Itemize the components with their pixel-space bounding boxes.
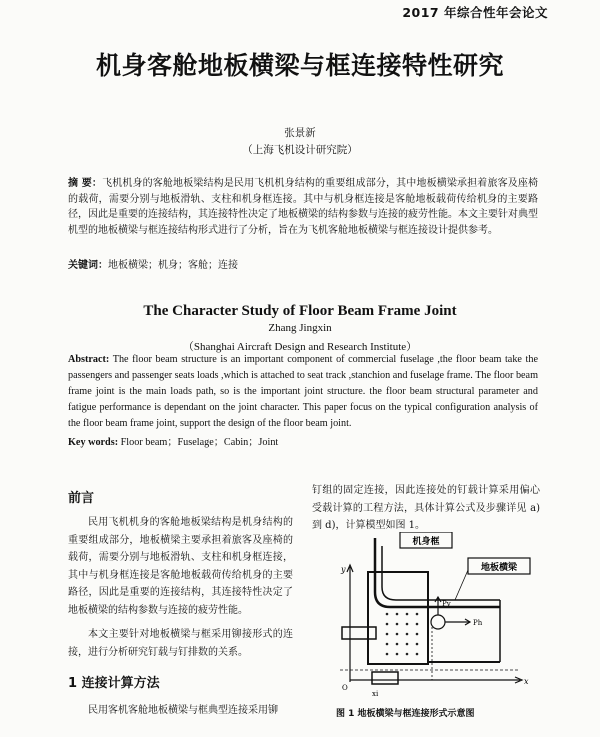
origin-label: O [342, 684, 348, 692]
load-point [431, 615, 445, 629]
author-en: Zhang Jingxin [268, 322, 332, 334]
force-h-label: Ph [473, 619, 483, 627]
abstract-en [68, 352, 538, 432]
bottom-fitting [372, 672, 398, 684]
keywords-en-text: Floor beam；Fuselage；Cabin；Joint [120, 437, 279, 448]
paper-title-en: The Character Study of Floor Beam Frame Joint [143, 303, 457, 319]
author-cn: 张景新 [284, 127, 316, 139]
keywords-cn-text: 地板横梁；机身；客舱；连接 [108, 260, 238, 271]
section-1-heading: 1 连接计算方法 [68, 676, 160, 691]
rivet-pattern [386, 613, 419, 656]
figure-1-caption: 图 1 地板横梁与框连接形式示意图 [336, 709, 475, 719]
joint-plate-left [342, 627, 376, 639]
keywords-en-label: Key words: [68, 437, 119, 448]
axis-x-label: x [524, 677, 529, 686]
abstract-en-label: Abstract: [68, 354, 110, 365]
beam-label-leader [455, 570, 468, 600]
abstract-cn-text: 飞机机身的客舱地板梁结构是民用飞机机身结构的重要组成部分，其中地板横梁承担着旅客及座椅的载荷，需要分别与地板滑轨、支柱和机身框连接。其中与机身框连接是客舱地板载荷传给机身的主要路径，因此是重要的连接结构，其连接特性决定了地板横梁的结构参数与连接的疲劳性能。本文主要针对典型机型的地板横梁与框连接结构形式进行了分析，旨在为飞机客舱地板横梁与框连接设计提供参考。 [68, 178, 539, 236]
keywords-cn-label: 关键词： [68, 260, 108, 271]
beam-label: 地板横梁 [480, 563, 518, 573]
institute-cn: （上海飞机设计研究院） [242, 144, 358, 156]
beam-web-outline [368, 572, 428, 664]
preface-paragraph-1: 民用飞机机身的客舱地板梁结构是机身结构的重要组成部分，地板横梁主要承担着旅客及座椅的载荷，需要分别与地板滑轨、支柱和机身框连接，其中与机身框连接是客舱地板载荷传给机身的主要路径，因此是重要的连接结构，其连接特性决定了地板横梁的结构参数与连接的疲劳性能。 [68, 517, 293, 616]
force-v-label: Pv [442, 600, 451, 608]
section-1-text: 民用客机客舱地板横梁与框典型连接采用铆 [88, 705, 278, 716]
floor-beam-outline [428, 600, 500, 662]
frame-label: 机身框 [412, 537, 440, 547]
keywords-en [68, 433, 278, 448]
xi-label: xi [372, 690, 379, 698]
preface-heading: 前言 [68, 491, 95, 506]
keywords-cn [68, 256, 238, 271]
figure-1-diagram [320, 532, 540, 702]
institute-en: （Shanghai Aircraft Design and Research Institute） [182, 341, 418, 353]
abstract-cn [68, 176, 538, 238]
right-column-text: 钉组的固定连接，因此连接处的钉载计算采用偏心受载计算的工程方法，具体计算公式及步骤详见 a) 到 d)，计算模型如图 1。 [312, 485, 540, 531]
abstract-cn-label: 摘 要： [68, 178, 103, 189]
axis-y-label: y [341, 565, 346, 574]
paper-title-cn: 机身客舱地板横梁与框连接特性研究 [95, 51, 504, 80]
abstract-en-text: The floor beam structure is an important component of commercial fuselage ,the floor beam take the passengers and passenger seats loads ,which is attached to seat track ,stanchion and fuselage frame. The floor beam frame joint is the main loads path, so is the important joint structure. the floor beam structural parameter and fatigue performance is dependant on the joint character. This paper focus on the typical configuration analysis of the floor beam frame joint, support the design of the floor beam joint. [68, 354, 538, 429]
preface-paragraph-2: 本文主要针对地板横梁与框采用铆接形式的连接，进行分析研究钉载与钉排数的关系。 [68, 629, 293, 658]
conference-header: 2017 年综合性年会论文 [402, 5, 548, 20]
